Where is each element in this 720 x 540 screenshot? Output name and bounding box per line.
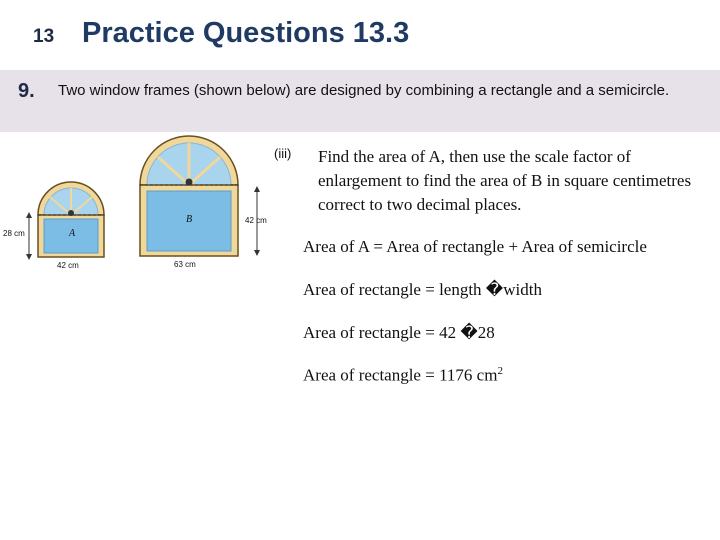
label-a-width: 42 cm (57, 261, 79, 270)
part-text: Find the area of A, then use the scale factor of enlargement to find the area of B in square centimetres correct to two decimal places. (318, 147, 692, 214)
working-line-4 (303, 365, 503, 386)
question-number: 9. (18, 80, 35, 102)
working-line-1: Area of A = Area of rectangle + Area of semicircle (303, 237, 647, 256)
label-b-height: 42 cm (245, 216, 267, 225)
working-line-2: Area of rectangle = length �width (303, 280, 542, 299)
question-text: Two window frames (shown below) are designed by combining a rectangle and a semicircle. (58, 82, 670, 99)
chapter-number: 13 (33, 26, 55, 47)
squared-superscript: 2 (497, 365, 503, 377)
label-a-height: 28 cm (3, 229, 25, 238)
page-title: Practice Questions 13.3 (82, 17, 410, 49)
label-a: A (69, 228, 76, 239)
window-frames-figure (0, 135, 300, 275)
working-line-4-text: Area of rectangle = 1176 cm (303, 365, 498, 385)
label-b: B (186, 214, 193, 225)
part-label: (iii) (274, 146, 292, 161)
window-a (3, 182, 104, 270)
label-b-width: 63 cm (174, 260, 196, 269)
window-b (140, 136, 267, 269)
working-line-3: Area of rectangle = 42 �28 (303, 323, 495, 342)
